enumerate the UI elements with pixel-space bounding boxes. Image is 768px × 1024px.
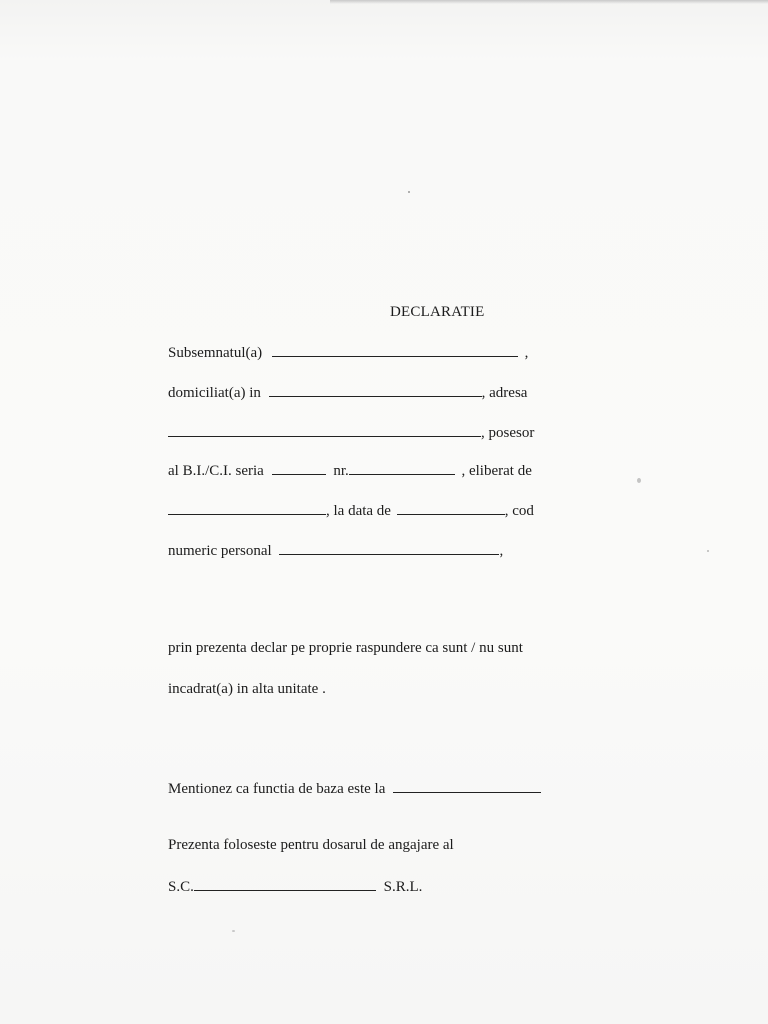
field-line-cnp <box>168 540 503 560</box>
label-numeric-personal: numeric personal <box>168 543 272 559</box>
label-domiciliat: domiciliat(a) in <box>168 385 261 401</box>
comma: , <box>524 345 529 361</box>
document-title: DECLARATIE <box>390 304 485 320</box>
scan-speck <box>637 478 641 483</box>
page-edge-shadow <box>330 0 768 4</box>
blank-date[interactable] <box>397 500 505 515</box>
blank-issuer[interactable] <box>168 500 326 515</box>
scan-speck <box>408 191 410 193</box>
blank-domicile[interactable] <box>269 382 482 397</box>
label-mentionez: Mentionez ca functia de baza este la <box>168 781 386 797</box>
label-adresa: , adresa <box>481 385 528 401</box>
field-line-company <box>168 876 422 896</box>
label-eliberat-de: , eliberat de <box>461 463 532 479</box>
scan-speck <box>232 930 235 932</box>
label-posesor: , posesor <box>481 425 535 441</box>
label-bi-ci-seria: al B.I./C.I. seria <box>168 463 264 479</box>
label-subsemnatul: Subsemnatul(a) <box>168 345 263 361</box>
purpose-line: Prezenta foloseste pentru dosarul de angajare al <box>168 837 454 853</box>
statement-line-1: prin prezenta declar pe proprie raspundere ca sunt / nu sunt <box>168 640 523 656</box>
blank-cnp[interactable] <box>279 540 499 555</box>
blank-address[interactable] <box>168 422 481 437</box>
field-line-issued <box>168 500 534 520</box>
scan-speck <box>707 550 709 552</box>
field-line-id <box>168 460 532 480</box>
blank-name[interactable] <box>272 342 518 357</box>
field-line-domicile <box>168 382 527 402</box>
comma: , <box>499 543 504 559</box>
blank-nr[interactable] <box>349 460 455 475</box>
label-nr: nr. <box>333 463 349 479</box>
label-sc: S.C. <box>168 879 194 895</box>
blank-company[interactable] <box>194 876 376 891</box>
statement-line-2: incadrat(a) in alta unitate . <box>168 681 326 697</box>
label-cod: , cod <box>504 503 534 519</box>
blank-seria[interactable] <box>272 460 326 475</box>
blank-base-job[interactable] <box>393 778 541 793</box>
label-srl: S.R.L. <box>383 879 423 895</box>
field-line-base-job <box>168 778 541 798</box>
field-line-address <box>168 422 534 442</box>
label-la-data-de: , la data de <box>326 503 391 519</box>
field-line-name <box>168 342 528 362</box>
